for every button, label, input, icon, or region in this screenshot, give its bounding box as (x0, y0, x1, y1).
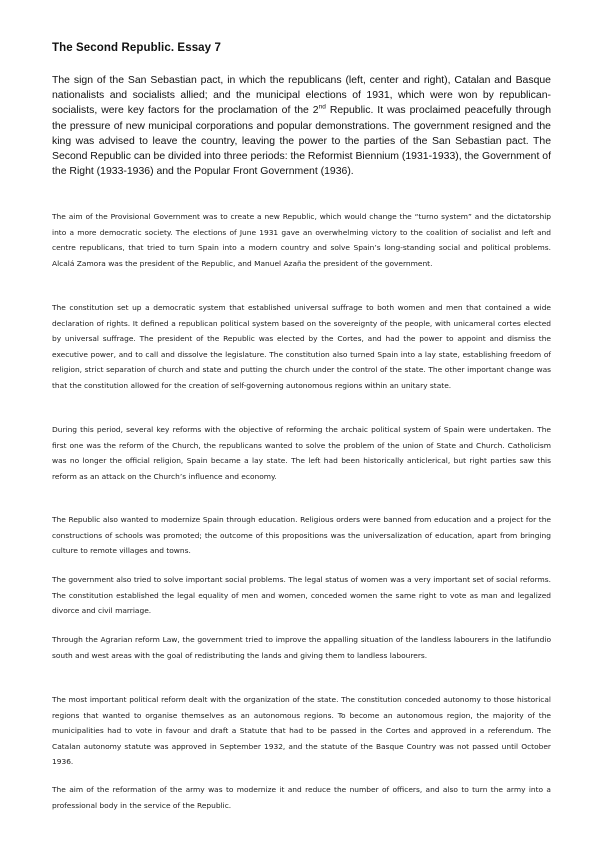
intro-text-part-1: The sign of the San Sebastian pact, in which the republicans (left, center and right), Catalan and Basque nationalists and socialists allied; and the municipal elections of 1931, which were won by republican-socialists, were key factors for the proclamation of the 2 (52, 75, 551, 117)
body-paragraph-social-problems: The government also tried to solve important social problems. The legal status of women was a very important set of social reforms. The constitution established the legal equality of men and women, conceded women the same right to vote as man and legalized divorce and civil marriage. (52, 575, 551, 615)
body-paragraph-church-reform: During this period, several key reforms with the objective of reforming the archaic political system of Spain were undertaken. The first one was the reform of the Church, the republicans wanted to solve the problem of the union of State and Church. Catholicism was no longer the official religion, Spain became a lay state. The left had been historically anticlerical, but right parties saw this reform as an attack on the Church’s influence and economy. (52, 425, 551, 481)
intro-superscript: nd (318, 103, 326, 111)
intro-text-part-2: Republic. It was proclaimed peacefully through the pressure of new municipal corporations and popular demonstrations. The government resigned and the king was advised to leave the country, leaving the power to the parties of the San Sebastian pact. The Second Republic can be divided into three periods: the Reformist Biennium (1931-1933), the Government of the Right (1933-1936) and the Popular Front Government (1936). (52, 105, 551, 178)
body-paragraph-education: The Republic also wanted to modernize Spain through education. Religious orders were banned from education and a project for the constructions of schools was promoted; the outcome of this propositions was the universalization of education, apart from bringing culture to remote villages and towns. (52, 515, 551, 555)
body-paragraph-agrarian-reform: Through the Agrarian reform Law, the government tried to improve the appalling situation of the landless labourers in the latifundio south and west areas with the goal of redistributing the lands and giving them to landless labourers. (52, 635, 551, 660)
body-paragraph-army-reform: The aim of the reformation of the army was to modernize it and reduce the number of officers, and also to turn the army into a professional body in the service of the Republic. (52, 785, 551, 810)
intro-paragraph (52, 73, 551, 179)
body-paragraph-state-organization: The most important political reform dealt with the organization of the state. The constitution conceded autonomy to those historical regions that wanted to organise themselves as an autonomous regions. To become an autonomous region, the majority of the municipalities had to vote in favour and draft a Statute that had to be passed in the Cortes and approved in a referendum. The Catalan autonomy statute was approved in September 1932, and the statute of the Basque Country was not passed until October 1936. (52, 695, 551, 766)
body-paragraph-constitution: The constitution set up a democratic system that established universal suffrage to both women and men that contained a wide declaration of rights. It defined a republican political system based on the sovereignty of the people, with unicameral cortes elected by universal suffrage. The president of the Republic was elected by the Cortes, and had the power to appoint and dismiss the executive power, and to call and dissolve the legislature. The constitution also turned Spain into a lay state, establishing freedom of religion, strict separation of church and state and putting the church under the control of the state. The other important change was that the constitution allowed for the creation of self-governing autonomous regions within an unitary state. (52, 303, 551, 390)
body-paragraph-provisional-government: The aim of the Provisional Government was to create a new Republic, which would change the “turno system” and the dictatorship into a more democratic society. The elections of June 1931 gave an overwhelming victory to the coalition of socialist and left and centre republicans, that tried to turn Spain into a modern country and solve Spain’s long-standing social and political problems. Alcalá Zamora was the president of the Republic, and Manuel Azaña the president of the government. (52, 212, 551, 268)
document-title: The Second Republic. Essay 7 (52, 42, 221, 54)
